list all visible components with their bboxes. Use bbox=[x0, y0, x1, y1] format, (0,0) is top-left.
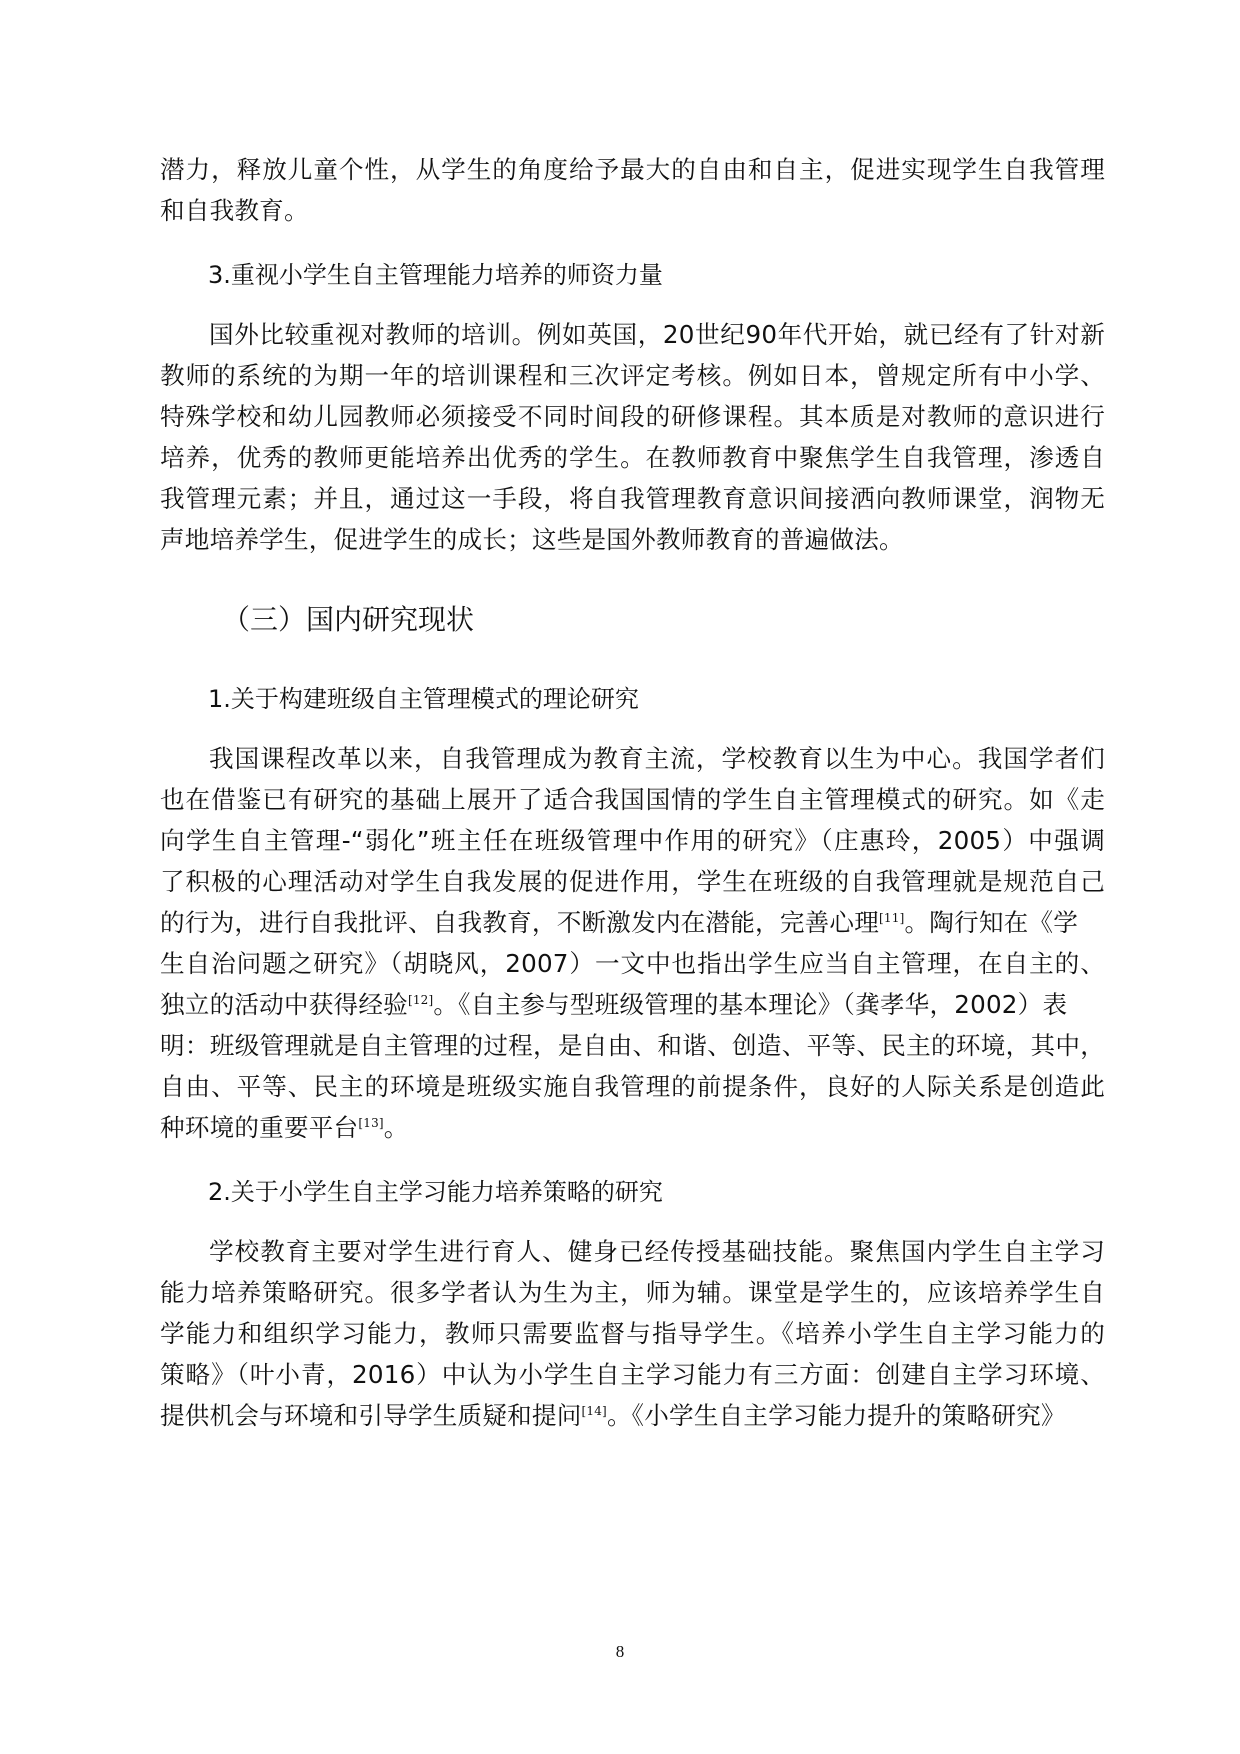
line-text: 。《小学生自主学习能力提升的策略研究》 bbox=[606, 1401, 1066, 1430]
paragraph-line: 潜力，释放儿童个性，从学生的角度给予最大的自由和自主，促进实现学生自我管理 bbox=[160, 155, 1105, 184]
paragraph-line: 自由、平等、民主的环境是班级实施自我管理的前提条件，良好的人际关系是创造此 bbox=[160, 1072, 1105, 1101]
line-text: 。陶行知在《学 bbox=[904, 908, 1079, 937]
line-text: 种环境的重要平台 bbox=[160, 1113, 359, 1142]
paragraph-line: 向学生自主管理-“弱化”班主任在班级管理中作用的研究》（庄惠玲，2005）中强调 bbox=[160, 826, 1105, 855]
paragraph-line: 声地培养学生，促进学生的成长；这些是国外教师教育的普遍做法。 bbox=[160, 525, 904, 554]
paragraph-line bbox=[160, 1113, 1105, 1143]
paragraph-line: 也在借鉴已有研究的基础上展开了适合我国国情的学生自主管理模式的研究。如《走 bbox=[160, 785, 1105, 814]
paragraph-line: 生自治问题之研究》（胡晓风，2007）一文中也指出学生应当自主管理，在自主的、 bbox=[160, 949, 1105, 978]
line-text: 。《自主参与型班级管理的基本理论》（龚孝华，2002）表 bbox=[433, 990, 1068, 1019]
paragraph-line: 国外比较重视对教师的培训。例如英国，20世纪90年代开始，就已经有了针对新 bbox=[209, 320, 1105, 349]
subheading: 2.关于小学生自主学习能力培养策略的研究 bbox=[208, 1178, 663, 1206]
paragraph-line: 和自我教育。 bbox=[160, 196, 309, 225]
paragraph-line bbox=[160, 908, 1105, 938]
paragraph-line: 了积极的心理活动对学生自我发展的促进作用，学生在班级的自我管理就是规范自己 bbox=[160, 867, 1105, 896]
paragraph-line: 我国课程改革以来，自我管理成为教育主流，学校教育以生为中心。我国学者们 bbox=[209, 744, 1105, 773]
page-number: 8 bbox=[615, 1642, 625, 1661]
paragraph-line: 教师的系统的为期一年的培训课程和三次评定考核。例如日本，曾规定所有中小学、 bbox=[160, 361, 1105, 390]
paragraph-line: 培养，优秀的教师更能培养出优秀的学生。在教师教育中聚焦学生自我管理，渗透自 bbox=[160, 443, 1105, 472]
subheading: 1.关于构建班级自主管理模式的理论研究 bbox=[208, 685, 639, 713]
paragraph-line bbox=[160, 990, 1105, 1020]
citation-ref: [12] bbox=[407, 992, 434, 1007]
paragraph-line: 策略》（叶小青，2016）中认为小学生自主学习能力有三方面：创建自主学习环境、 bbox=[160, 1360, 1105, 1389]
citation-ref: [13] bbox=[358, 1115, 384, 1130]
paragraph-line: 能力培养策略研究。很多学者认为生为主，师为辅。课堂是学生的，应该培养学生自 bbox=[160, 1278, 1105, 1307]
section-heading: （三）国内研究现状 bbox=[222, 603, 475, 636]
line-text: 提供机会与环境和引导学生质疑和提问 bbox=[160, 1401, 582, 1430]
subheading: 3.重视小学生自主管理能力培养的师资力量 bbox=[208, 261, 663, 289]
paragraph-line: 学能力和组织学习能力，教师只需要监督与指导学生。《培养小学生自主学习能力的 bbox=[160, 1319, 1105, 1348]
paragraph-line: 特殊学校和幼儿园教师必须接受不同时间段的研修课程。其本质是对教师的意识进行 bbox=[160, 402, 1105, 431]
paragraph-line: 明：班级管理就是自主管理的过程，是自由、和谐、创造、平等、民主的环境，其中， bbox=[160, 1031, 1105, 1060]
citation-ref: [14] bbox=[581, 1403, 607, 1418]
citation-ref: [11] bbox=[879, 910, 905, 925]
paragraph-line: 我管理元素；并且，通过这一手段，将自我管理教育意识间接洒向教师课堂，润物无 bbox=[160, 484, 1105, 513]
line-text: 。 bbox=[383, 1113, 409, 1142]
line-text: 独立的活动中获得经验 bbox=[160, 990, 408, 1019]
line-text: 的行为，进行自我批评、自我教育，不断激发内在潜能，完善心理 bbox=[160, 908, 880, 937]
paragraph-line: 学校教育主要对学生进行育人、健身已经传授基础技能。聚焦国内学生自主学习 bbox=[209, 1237, 1105, 1266]
paragraph-line bbox=[160, 1401, 1105, 1431]
